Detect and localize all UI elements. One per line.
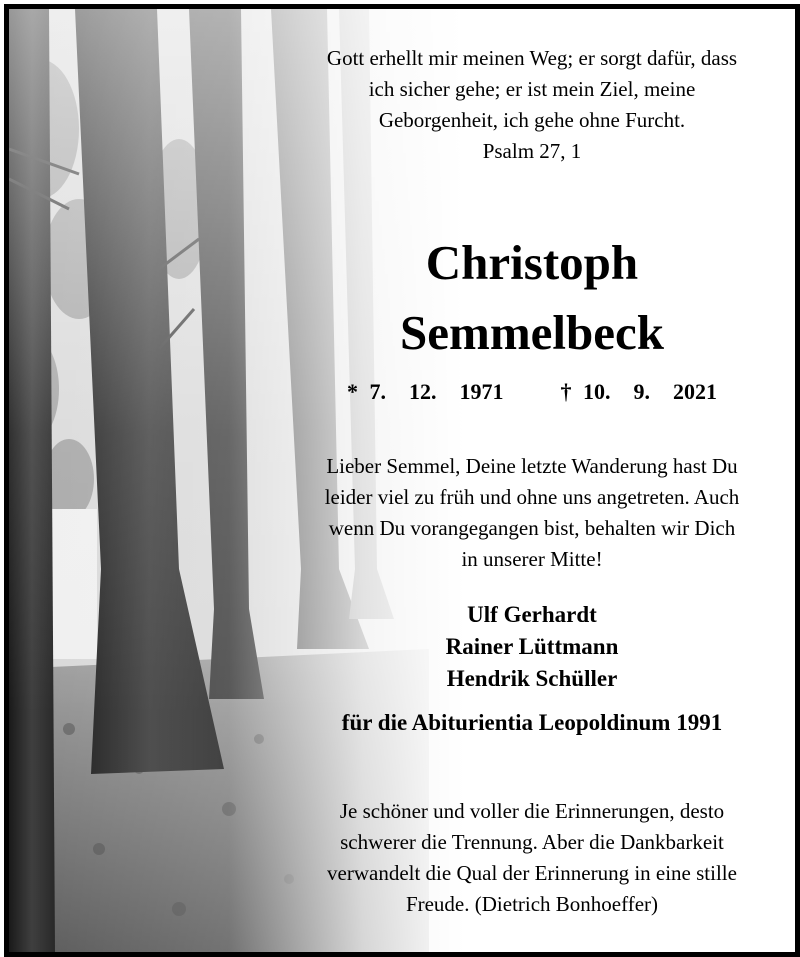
signer-name: Rainer Lüttmann <box>445 634 619 659</box>
obituary-frame <box>4 4 800 957</box>
first-name: Christoph <box>425 235 639 290</box>
death-date: † 10. 9. 2021 <box>560 379 717 404</box>
message-line: Lieber Semmel, Deine letzte Wanderung hast Du <box>326 454 738 478</box>
quote-line: Freude. (Dietrich Bonhoeffer) <box>405 892 659 916</box>
bible-verse <box>277 43 787 167</box>
life-dates <box>277 377 787 407</box>
group-line: für die Abiturientia Leopoldinum 1991 <box>341 710 723 735</box>
signers-list <box>277 599 787 695</box>
farewell-message <box>277 451 787 575</box>
verse-source: Psalm 27, 1 <box>482 139 582 163</box>
bonhoeffer-quote <box>277 796 787 920</box>
signer-name: Ulf Gerhardt <box>467 602 597 627</box>
obituary-text <box>277 9 787 952</box>
verse-line: Gott erhellt mir meinen Weg; er sorgt dafür, dass <box>326 46 738 70</box>
quote-line: schwerer die Trennung. Aber die Dankbarkeit <box>340 830 724 854</box>
verse-line: ich sicher gehe; er ist mein Ziel, meine <box>368 77 696 101</box>
birth-date: * 7. 12. 1971 <box>347 379 504 404</box>
message-line: wenn Du vorangegangen bist, behalten wir Dich <box>328 516 736 540</box>
verse-line: Geborgenheit, ich gehe ohne Furcht. <box>378 108 686 132</box>
message-line: in unserer Mitte! <box>461 547 603 571</box>
signer-name: Hendrik Schüller <box>446 666 618 691</box>
last-name: Semmelbeck <box>400 305 664 360</box>
quote-line: verwandelt die Qual der Erinnerung in eine stille <box>327 861 737 885</box>
quote-line: Je schöner und voller die Erinnerungen, desto <box>339 799 725 823</box>
message-line: leider viel zu früh und ohne uns angetreten. Auch <box>324 485 740 509</box>
